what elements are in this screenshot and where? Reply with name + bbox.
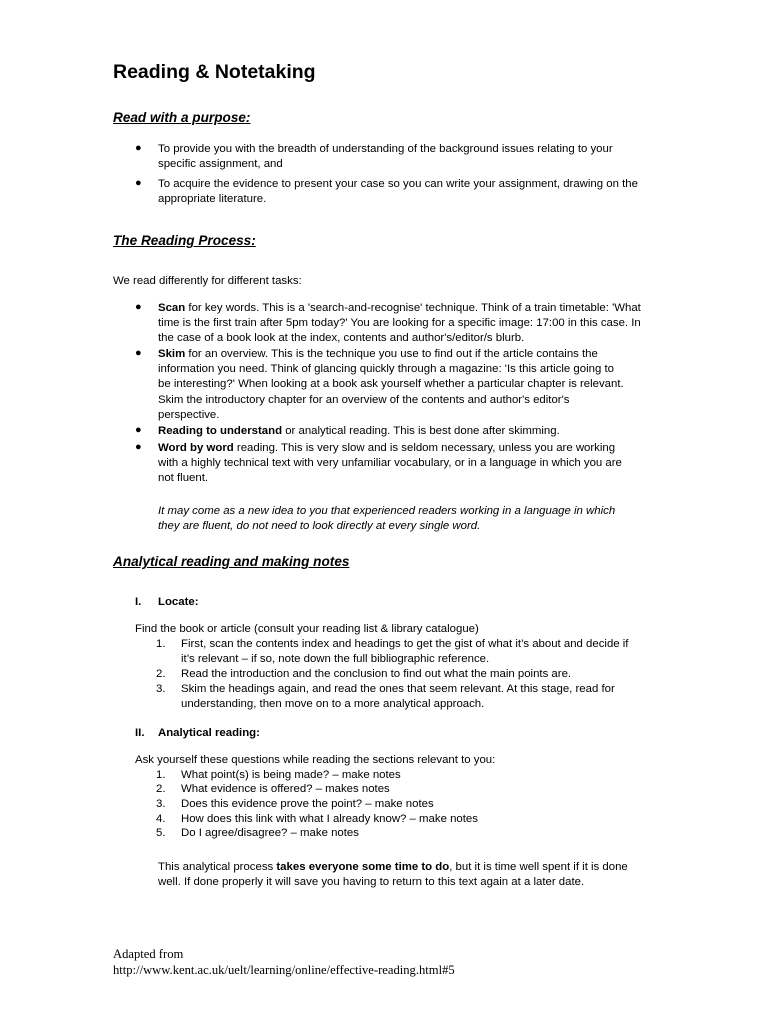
numeral-i: I. xyxy=(135,596,142,608)
footer-source-url[interactable]: http://www.kent.ac.uk/uelt/learning/online/effective-reading.html#5 xyxy=(113,963,455,977)
bullet-icon: ● xyxy=(135,347,142,359)
term-skim: Skim xyxy=(158,348,186,360)
list-number: 2. xyxy=(156,668,166,680)
list-number: 3. xyxy=(156,798,166,810)
page-title: Reading & Notetaking xyxy=(113,61,316,83)
list-item-understand xyxy=(158,424,638,439)
list-item-scan xyxy=(158,301,658,347)
list-item: Read the introduction and the conclusion to find out what the main points are. xyxy=(181,668,572,680)
intro-text: We read differently for different tasks: xyxy=(113,275,302,287)
list-number: 3. xyxy=(156,683,166,695)
list-item: Do I agree/disagree? – make notes xyxy=(181,827,359,839)
bullet-icon: ● xyxy=(135,441,142,453)
heading-analytical-reading: Analytical reading and making notes xyxy=(113,554,350,569)
list-number: 2. xyxy=(156,783,166,795)
list-item: To provide you with the breadth of understanding of the background issues relating to your specific assignment, and xyxy=(158,143,613,171)
list-item: What point(s) is being made? – make notes xyxy=(181,769,401,781)
bullet-icon: ● xyxy=(135,424,142,436)
skim-text: for an overview. This is the technique you use to find out if the article contains the information you need. Think of glancing quickly through a magazine: 'Is this article going to be interesting?' When looking at a book ask yourself whether a particular chapter is relevant. Skim the introductory chapter for an overview of the contents and author's editor's perspective. xyxy=(158,348,624,421)
closing-pre: This analytical process xyxy=(158,861,277,873)
locate-title: Locate: xyxy=(158,596,199,608)
list-item: Skim the headings again, and read the ones that seem relevant. At this stage, read for understanding, then move on to a more analytical approach. xyxy=(181,683,615,711)
understand-text: or analytical reading. This is best done after skimming. xyxy=(282,425,560,437)
scan-text: for key words. This is a 'search-and-recognise' technique. Think of a train timetable: 'What time is the first train after 5pm today?' You are looking for a specific image: 17:00 in this case. In the case of a book look at the index, contents and author's/editor/s blurb. xyxy=(158,302,641,345)
list-number: 5. xyxy=(156,827,166,839)
heading-read-with-purpose: Read with a purpose: xyxy=(113,110,251,125)
list-item: To acquire the evidence to present your case so you can write your assignment, drawing on the appropriate literature. xyxy=(158,178,638,206)
list-number: 1. xyxy=(156,638,166,650)
list-item: Does this evidence prove the point? – make notes xyxy=(181,798,434,810)
term-scan: Scan xyxy=(158,302,186,314)
word-by-word-text: reading. This is very slow and is seldom necessary, unless you are working with a highly technical text with very unfamiliar vocabulary, or in a language in which you are not fluent. xyxy=(158,442,622,485)
list-item-word-by-word xyxy=(158,441,638,487)
italic-note: It may come as a new idea to you that experienced readers working in a language in which they are fluent, do not need to look directly at every single word. xyxy=(158,505,616,533)
list-item: What evidence is offered? – makes notes xyxy=(181,783,390,795)
term-understand: Reading to understand xyxy=(158,425,283,437)
locate-intro: Find the book or article (consult your reading list & library catalogue) xyxy=(135,623,479,635)
numeral-ii: II. xyxy=(135,727,145,739)
heading-reading-process: The Reading Process: xyxy=(113,233,256,248)
analytical-reading-title: Analytical reading: xyxy=(158,727,260,739)
analytical-intro: Ask yourself these questions while reading the sections relevant to you: xyxy=(135,754,496,766)
closing-bold: takes everyone some time to do xyxy=(276,861,450,873)
term-word-by-word: Word by word xyxy=(158,442,234,454)
footer-attribution: Adapted from xyxy=(113,947,184,961)
list-item: How does this link with what I already know? – make notes xyxy=(181,813,478,825)
list-item-skim xyxy=(158,347,628,423)
bullet-icon: ● xyxy=(135,177,142,189)
list-item: First, scan the contents index and headings to get the gist of what it’s about and decide if it’s relevant – if so, note down the full bibliographic reference. xyxy=(181,638,629,666)
bullet-icon: ● xyxy=(135,142,142,154)
closing-post: , but it is time well spent if it is done well. If done properly it will save you having to return to this text again at a later date. xyxy=(158,861,628,889)
list-number: 1. xyxy=(156,769,166,781)
closing-paragraph xyxy=(158,860,628,890)
bullet-icon: ● xyxy=(135,301,142,313)
list-number: 4. xyxy=(156,813,166,825)
